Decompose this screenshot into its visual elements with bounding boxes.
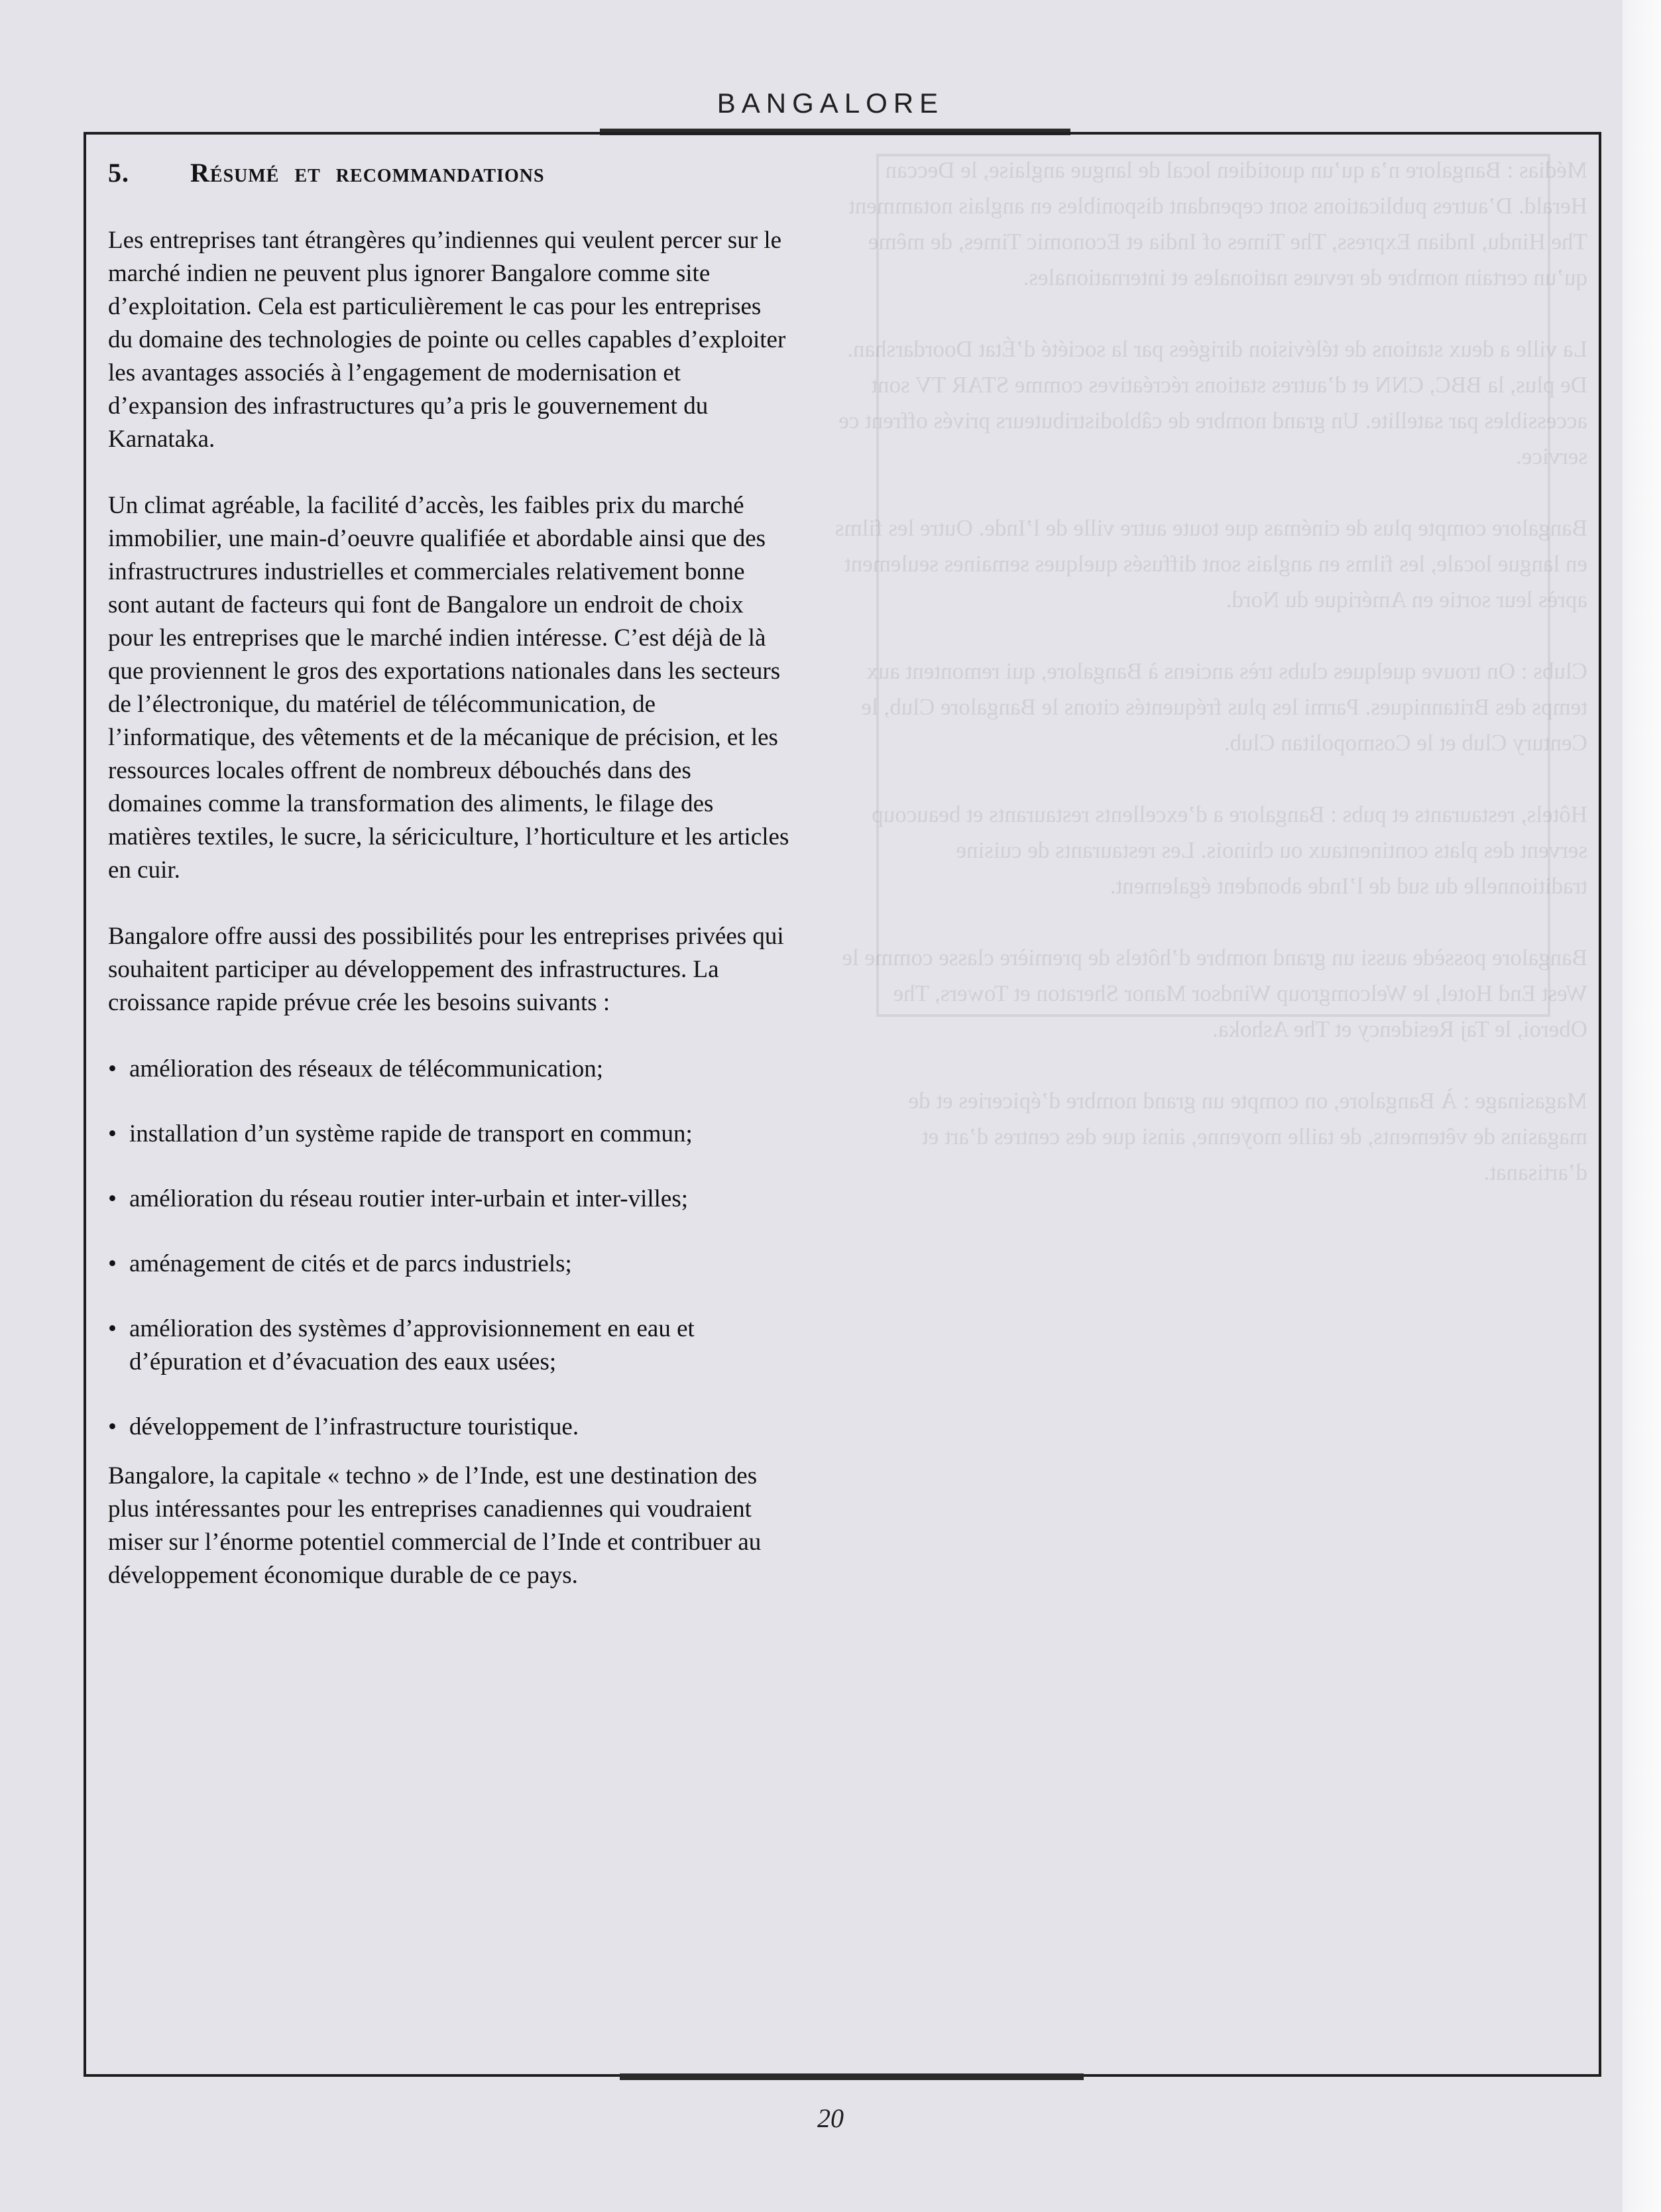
list-item-text: aménagement de cités et de parcs industriels;: [129, 1250, 572, 1277]
page-number: 20: [817, 2103, 844, 2133]
bullet-icon: •: [108, 1413, 117, 1440]
list-item-text: développement de l’infrastructure touristique.: [129, 1413, 579, 1440]
paragraph-conclusion: Bangalore, la capitale « techno » de l’Inde, est une destination des plus intéressantes pour les entreprises canadiennes qui voudraient miser sur l’énorme potentiel commercial de l’Inde et contribuer au développement économique durable de ce pays.: [108, 1462, 762, 1589]
paragraph-advantages: Un climat agréable, la facilité d’accès, les faibles prix du marché immobilier, une main-d’oeuvre qualifiée et abordable ainsi que des infrastructrures industrielles et commerciales relativement bonne sont autant de facteurs qui font de Bangalore un endroit de choix pour les entreprises que le marché indien intéresse. C’est déjà de là que proviennent le gros des exportations nationales dans les secteurs de l’électronique, du matériel de télécommunication, de l’informatique, des vêtements et de la mécanique de précision, et les ressources locales offrent de nombreux débouchés dans des domaines comme la transformation des aliments, le filage des matières textiles, le sucre, la sériciculture, l’horticulture et les articles en cuir.: [108, 492, 789, 884]
list-item-text: amélioration du réseau routier inter-urbain et inter-villes;: [129, 1185, 689, 1212]
list-item-text: amélioration des réseaux de télécommunication;: [129, 1055, 604, 1082]
needs-list: [108, 1053, 791, 1444]
list-item: [108, 1312, 791, 1379]
list-item: [108, 1248, 791, 1281]
list-item: [108, 1183, 791, 1216]
page-right-edge: [1623, 0, 1661, 2212]
paragraph-opportunities: Bangalore offre aussi des possibilités pour les entreprises privées qui souhaitent participer au développement des infrastructures. La croissance rapide prévue crée les besoins suivants :: [108, 923, 784, 1016]
bullet-icon: •: [108, 1250, 117, 1277]
list-item: [108, 1118, 791, 1151]
section-number: 5.: [108, 158, 129, 188]
running-header: BANGALORE: [716, 87, 945, 119]
bullet-icon: •: [108, 1315, 117, 1342]
bleed-through-text: Médias : Bangalore n’a qu’un quotidien local de langue anglaise, le Deccan Herald. D’autres publications sont cependant disponibles en anglais notamment The Hindu, Indian Express, The Times of India et Economic Times, de même qu’un certain nombre de revues nationales et internationales. La ville a deux stations de télévision dirigées par la société d’État Doordarshan. De plus, la BBC, CNN et d’autres stations récréatives comme STAR TV sont accessibles par satellite. Un grand nombre de câblodistributeurs privés offrent ce service. Bangalore compte plus de cinémas que toute autre ville de l’Inde. Outre les films en langue locale, les films en anglais sont diffusés quelques semaines seulement après leur sortie en Amérique du Nord. Clubs : On trouve quelques clubs très anciens à Bangalore, qui remontent aux temps des Britanniques. Parmi les plus fréquentés citons le Bangalore Club, le Century Club et le Cosmopolitan Club. Hôtels, restaurants et pubs : Bangalore a d’excellents restaurants et beaucoup servent des plats continentaux ou chinois. Les restaurants de cuisine traditionnelle du sud de l’Inde abondent également. Bangalore possède aussi un grand nombre d’hôtels de première classe comme le West End Hotel, le Welcomgroup Windsor Manor Sheraton et Towers, The Oberoi, le Taj Residency et The Ashoka. Magasinage : À Bangalore, on compte un grand nombre d’épiceries et de magasins de vêtements, de taille moyenne, ainsi que des centres d’art et d’artisanat.: [834, 157, 1587, 1185]
bullet-icon: •: [108, 1055, 117, 1082]
section-content: [108, 156, 791, 1625]
bullet-icon: •: [108, 1185, 117, 1212]
footer-rule: [620, 2073, 1084, 2080]
section-heading: [108, 156, 791, 190]
paragraph-intro: Les entreprises tant étrangères qu’indiennes qui veulent percer sur le marché indien ne peuvent plus ignorer Bangalore comme site d’exploitation. Cela est particulièrement le cas pour les entreprises du domaine des technologies de pointe ou celles capables d’exploiter les avantages associés à l’engagement de modernisation et d’expansion des infrastructures qu’a pris le gouvernement du Karnataka.: [108, 227, 786, 453]
list-item: [108, 1053, 791, 1086]
list-item: [108, 1411, 791, 1444]
bullet-icon: •: [108, 1120, 117, 1147]
section-title: Résumé et recommandations: [190, 158, 545, 188]
list-item-text: installation d’un système rapide de transport en commun;: [129, 1120, 693, 1147]
list-item-text: amélioration des systèmes d’approvisionnement en eau et d’épuration et d’évacuation des eaux usées;: [129, 1315, 695, 1375]
